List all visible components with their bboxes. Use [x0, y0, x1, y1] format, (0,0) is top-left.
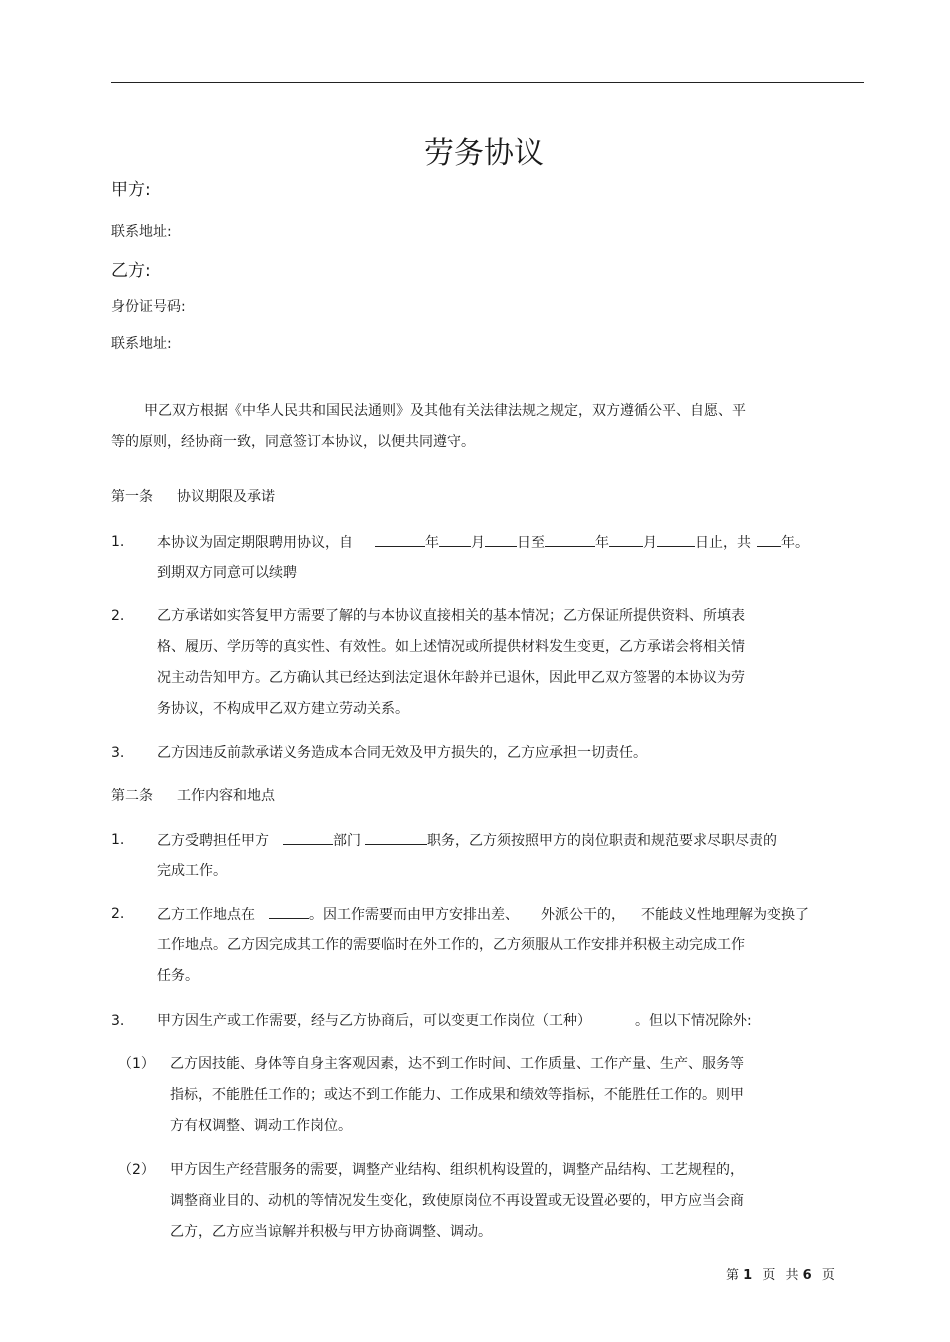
party-b-label: 乙方: [111, 261, 151, 281]
a2-item3-line-1: 甲方因生产或工作需要，经与乙方协商后，可以变更工作岗位（工种） 。但以下情况除外: [157, 1013, 752, 1029]
a2-sub2-line-2: 调整商业目的、动机的等情况发生变化，致使原岗位不再设置或无设置必要的，甲方应当会商 [170, 1193, 744, 1209]
a2-sub1-number: （1） [118, 1056, 155, 1072]
a1-item2-line-1: 乙方承诺如实答复甲方需要了解的与本协议直接相关的基本情况；乙方保证所提供资料、所填表 [157, 608, 745, 624]
a1-item2-line-2: 格、履历、学历等的真实性、有效性。如上述情况或所提供材料发生变更，乙方承诺会将相关情 [157, 639, 745, 655]
party-b-address-label: 联系地址: [111, 336, 172, 352]
a2-item1-line-1: 乙方受聘担任甲方 部门 职务，乙方须按照甲方的岗位职责和规范要求尽职尽责的 [157, 833, 777, 849]
term-years-blank[interactable] [757, 533, 781, 547]
party-a-address-label: 联系地址: [111, 224, 172, 240]
a2-sub1-line-2: 指标，不能胜任工作的；或达不到工作能力、工作成果和绩效等指标，不能胜任工作的。则甲 [170, 1087, 744, 1103]
page-number-footer: 第 1 页 共 6 页 [726, 1268, 835, 1283]
document-title: 劳务协议 [424, 136, 544, 171]
a2-sub1-line-3: 方有权调整、调动工作岗位。 [170, 1118, 352, 1134]
work-location-blank[interactable] [269, 905, 309, 919]
a2-sub2-line-1: 甲方因生产经营服务的需要，调整产业结构、组织机构设置的，调整产品结构、工艺规程的， [170, 1162, 744, 1178]
position-blank[interactable] [365, 831, 427, 845]
start-year-blank[interactable] [375, 533, 425, 547]
a1-item2-line-4: 务协议，不构成甲乙双方建立劳动关系。 [157, 701, 409, 717]
current-page: 1 [743, 1268, 753, 1283]
a2-sub2-line-3: 乙方，乙方应当谅解并积极与甲方协商调整、调动。 [170, 1224, 492, 1240]
a1-item3-number: 3. [111, 745, 125, 761]
a2-item2-line-3: 任务。 [157, 968, 199, 984]
a2-item3-number: 3. [111, 1013, 125, 1029]
party-b-id-label: 身份证号码: [111, 299, 186, 315]
article-2-title: 工作内容和地点 [177, 788, 275, 804]
article-1-title: 协议期限及承诺 [177, 489, 275, 505]
a2-item1-number: 1. [111, 832, 125, 848]
party-a-label: 甲方: [111, 180, 151, 200]
start-month-blank[interactable] [439, 533, 471, 547]
preamble-line-1: 甲乙双方根据《中华人民共和国民法通则》及其他有关法律法规之规定，双方遵循公平、自愿、平 [144, 403, 746, 419]
a2-item2-line-1: 乙方工作地点在 。因工作需要而由甲方安排出差、 外派公干的， 不能歧义性地理解为变换了 [157, 907, 809, 923]
article-1-heading [111, 488, 275, 506]
end-month-blank[interactable] [609, 533, 643, 547]
article-1-number: 第一条 [111, 489, 153, 505]
article-2-heading [111, 787, 275, 805]
a2-item2-line-2: 工作地点。乙方因完成其工作的需要临时在外工作的，乙方须服从工作安排并积极主动完成工作 [157, 937, 745, 953]
start-day-blank[interactable] [485, 533, 517, 547]
a1-item1-line-2: 到期双方同意可以续聘 [157, 565, 297, 581]
department-blank[interactable] [283, 831, 333, 845]
a2-item2-number: 2. [111, 906, 125, 922]
a2-item1-line-2: 完成工作。 [157, 863, 227, 879]
end-day-blank[interactable] [657, 533, 695, 547]
a1-item1-number: 1. [111, 534, 125, 550]
a1-item2-line-3: 况主动告知甲方。乙方确认其已经达到法定退休年龄并已退休，因此甲乙双方签署的本协议为劳 [157, 670, 745, 686]
a1-item3-text: 乙方因违反前款承诺义务造成本合同无效及甲方损失的，乙方应承担一切责任。 [157, 745, 647, 761]
a1-item2-number: 2. [111, 608, 125, 624]
preamble-line-2: 等的原则，经协商一致，同意签订本协议，以便共同遵守。 [111, 434, 475, 450]
article-2-number: 第二条 [111, 788, 153, 804]
a1-item1-line-1: 本协议为固定期限聘用协议，自 年 月 日至 年 月 日止，共 年。 [157, 535, 809, 551]
a2-sub2-number: （2） [118, 1162, 155, 1178]
header-rule [111, 82, 864, 83]
end-year-blank[interactable] [545, 533, 595, 547]
total-pages: 6 [802, 1268, 812, 1283]
a2-sub1-line-1: 乙方因技能、身体等自身主客观因素，达不到工作时间、工作质量、工作产量、生产、服务等 [170, 1056, 744, 1072]
